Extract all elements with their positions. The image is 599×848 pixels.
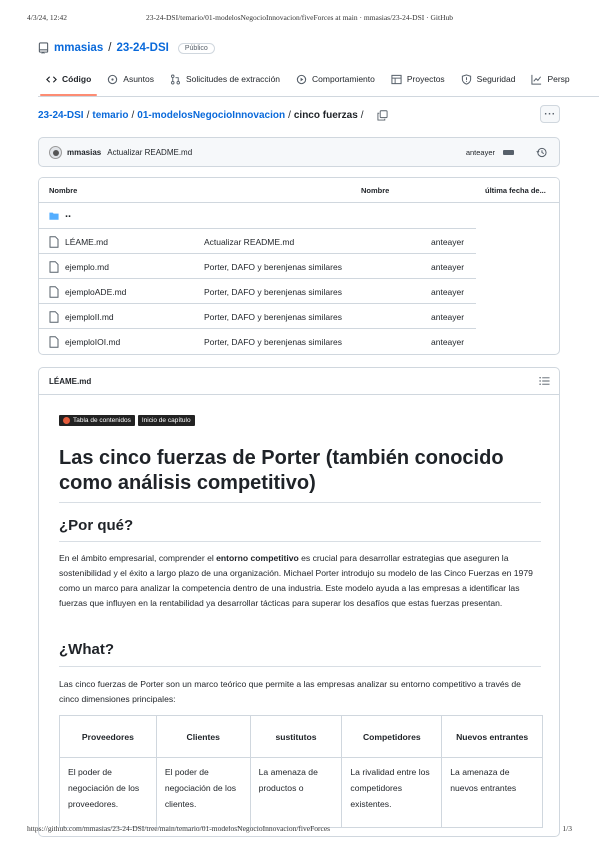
tab-label: Solicitudes de extracción — [186, 74, 281, 84]
print-header — [0, 13, 599, 25]
file-commit-date: anteayer — [431, 237, 465, 247]
readme-panel — [38, 367, 560, 837]
file-commit-date: anteayer — [431, 312, 465, 322]
heading-divider — [59, 541, 541, 542]
heading-divider — [59, 666, 541, 667]
breadcrumb-separator: / — [360, 109, 364, 121]
breadcrumb-folder-modelos[interactable]: 01-modelosNegocioInnovacion — [137, 109, 286, 121]
section-heading-why: ¿Por qué? — [59, 517, 134, 534]
table-row[interactable] — [39, 328, 476, 353]
table-header-cell: Nuevos entrantes — [442, 716, 543, 758]
repo-name-link[interactable]: 23-24-DSI — [116, 42, 169, 54]
readme-header — [39, 368, 559, 395]
badge-label: Tabla de contenidos — [73, 417, 131, 424]
file-table-header — [39, 178, 559, 202]
print-url: https://github.com/mmasias/23-24-DSI/tree/main/temario/01-modelosNegocioInnovacion/fiveForces — [27, 824, 331, 833]
toc-badge[interactable] — [59, 415, 135, 426]
column-header-message: Nombre — [361, 186, 390, 195]
play-icon — [296, 74, 307, 85]
readme-filename: LÉAME.md — [49, 377, 92, 386]
table-header-cell: sustitutos — [250, 716, 342, 758]
file-commit-message[interactable]: Actualizar README.md — [204, 237, 295, 247]
paragraph-text: es crucial para desarrollar estrategias que aseguren la sostenibilidad y el éxito a largo plazo de una organización. Michael Porter introdujo su modelo de las Cinco Fuerzas en 1979 como un marco para analizar la competencia dentro de una industria. Este modelo ayuda a las empresas a identificar las fuerzas que influyen en la rentabilidad ya desarrollar tácticas para superar los desafíos que estas fuerzas presentan. — [59, 553, 533, 608]
repo-icon — [38, 42, 49, 54]
repo-header — [38, 40, 215, 56]
print-page-number: 1/3 — [562, 824, 572, 833]
code-icon — [46, 74, 57, 85]
copy-path-icon[interactable] — [377, 110, 388, 121]
five-forces-table — [59, 715, 543, 828]
file-icon — [49, 236, 59, 248]
commit-author[interactable]: mmasias — [67, 147, 102, 157]
table-cell: La rivalidad entre los competidores existentes. — [342, 758, 442, 828]
table-row — [60, 758, 543, 828]
table-row[interactable] — [39, 303, 476, 328]
parent-directory-row[interactable] — [39, 202, 559, 227]
tab-label: Proyectos — [406, 74, 445, 84]
table-header-cell: Proveedores — [60, 716, 157, 758]
readme-badges — [59, 415, 195, 426]
file-commit-message[interactable]: Porter, DAFO y berenjenas similares — [204, 262, 342, 272]
commit-hash-icon[interactable] — [503, 150, 514, 155]
repo-owner-link[interactable]: mmasias — [54, 42, 104, 54]
file-commit-message[interactable]: Porter, DAFO y berenjenas similares — [204, 312, 342, 322]
tab-insights[interactable] — [523, 66, 577, 92]
file-name-link[interactable]: LÉAME.md — [65, 237, 108, 247]
breadcrumb-separator: / — [131, 109, 135, 121]
tab-code[interactable] — [38, 66, 99, 92]
github-icon — [63, 417, 70, 424]
file-icon — [49, 286, 59, 298]
commit-date: anteayer — [465, 147, 495, 157]
latest-commit-bar — [38, 137, 560, 167]
file-commit-date: anteayer — [431, 262, 465, 272]
column-header-date: última fecha de... — [485, 186, 546, 195]
more-options-button[interactable]: ··· — [540, 105, 560, 123]
section-heading-what: ¿What? — [59, 641, 114, 658]
section-paragraph-why — [59, 551, 543, 611]
print-footer — [0, 824, 599, 836]
commit-meta — [466, 138, 547, 166]
chapter-start-badge[interactable] — [138, 415, 195, 426]
tabs-divider — [38, 96, 599, 97]
pull-request-icon — [170, 74, 181, 85]
tab-pull-requests[interactable] — [162, 66, 288, 92]
file-name-link[interactable]: ejemploII.md — [65, 312, 114, 322]
file-icon — [49, 261, 59, 273]
file-commit-date: anteayer — [431, 287, 465, 297]
table-cell: La amenaza de productos o — [250, 758, 342, 828]
table-row[interactable] — [39, 278, 476, 303]
tab-label: Asuntos — [123, 74, 154, 84]
table-header-cell: Clientes — [156, 716, 250, 758]
outline-list-icon[interactable] — [539, 376, 550, 386]
tab-label: Comportamiento — [312, 74, 375, 84]
issue-icon — [107, 74, 118, 85]
readme-title: Las cinco fuerzas de Porter (también conocido como análisis competitivo) — [59, 447, 504, 494]
table-cell: La amenaza de nuevos entrantes — [442, 758, 543, 828]
column-header-name: Nombre — [49, 186, 78, 195]
file-commit-message[interactable]: Porter, DAFO y berenjenas similares — [204, 337, 342, 347]
file-icon — [49, 311, 59, 323]
commit-message[interactable]: Actualizar README.md — [107, 147, 193, 157]
parent-directory-link[interactable]: .. — [65, 208, 72, 220]
breadcrumb-repo[interactable]: 23-24-DSI — [38, 109, 84, 121]
file-name-link[interactable]: ejemplo.md — [65, 262, 109, 272]
breadcrumb-separator: / — [86, 109, 90, 121]
file-commit-date: anteayer — [431, 337, 465, 347]
tab-issues[interactable] — [99, 66, 162, 92]
badge-label: Inicio de capítulo — [141, 417, 191, 424]
avatar[interactable] — [49, 146, 62, 159]
folder-icon — [49, 210, 59, 222]
table-row[interactable] — [39, 228, 476, 253]
bold-term: entorno competitivo — [216, 553, 299, 563]
shield-icon — [461, 74, 472, 85]
print-page-title: 23-24-DSI/temario/01-modelosNegocioInnovacion/fiveForces at main · mmasias/23-24-DSI · GitHub — [145, 13, 454, 22]
table-row[interactable] — [39, 253, 476, 278]
table-cell: El poder de negociación de los clientes. — [156, 758, 250, 828]
tab-label: Seguridad — [476, 74, 516, 84]
table-header-cell: Competidores — [342, 716, 442, 758]
history-icon[interactable] — [536, 147, 547, 158]
breadcrumb-current: cinco fuerzas — [293, 109, 358, 121]
file-name-link[interactable]: ejemploADE.md — [65, 287, 127, 297]
heading-divider — [59, 502, 541, 503]
table-cell: El poder de negociación de los proveedores. — [60, 758, 157, 828]
breadcrumb — [38, 108, 388, 122]
tab-projects[interactable] — [383, 66, 453, 92]
file-commit-message[interactable]: Porter, DAFO y berenjenas similares — [204, 287, 342, 297]
paragraph-text: En el ámbito empresarial, comprender el — [59, 553, 217, 563]
visibility-badge: Público — [178, 43, 215, 54]
breadcrumb-folder-temario[interactable]: temario — [92, 109, 129, 121]
repo-separator: / — [108, 42, 112, 54]
breadcrumb-separator: / — [288, 109, 291, 121]
file-name-link[interactable]: ejemploIOI.md — [65, 337, 121, 347]
print-datetime: 4/3/24, 12:42 — [27, 13, 68, 22]
tab-security[interactable] — [453, 66, 524, 92]
tab-actions[interactable] — [288, 66, 383, 92]
tab-label: Persp — [547, 74, 570, 84]
table-header-row — [60, 716, 543, 758]
file-table — [38, 177, 560, 355]
table-icon — [391, 74, 402, 85]
tab-label: Código — [62, 74, 92, 84]
repo-tabs — [38, 66, 599, 92]
file-icon — [49, 336, 59, 348]
section-paragraph-what: Las cinco fuerzas de Porter son un marco teórico que permite a las empresas analizar su entorno competitivo a través de cinco dimensiones principales: — [59, 679, 521, 704]
graph-icon — [531, 74, 542, 85]
